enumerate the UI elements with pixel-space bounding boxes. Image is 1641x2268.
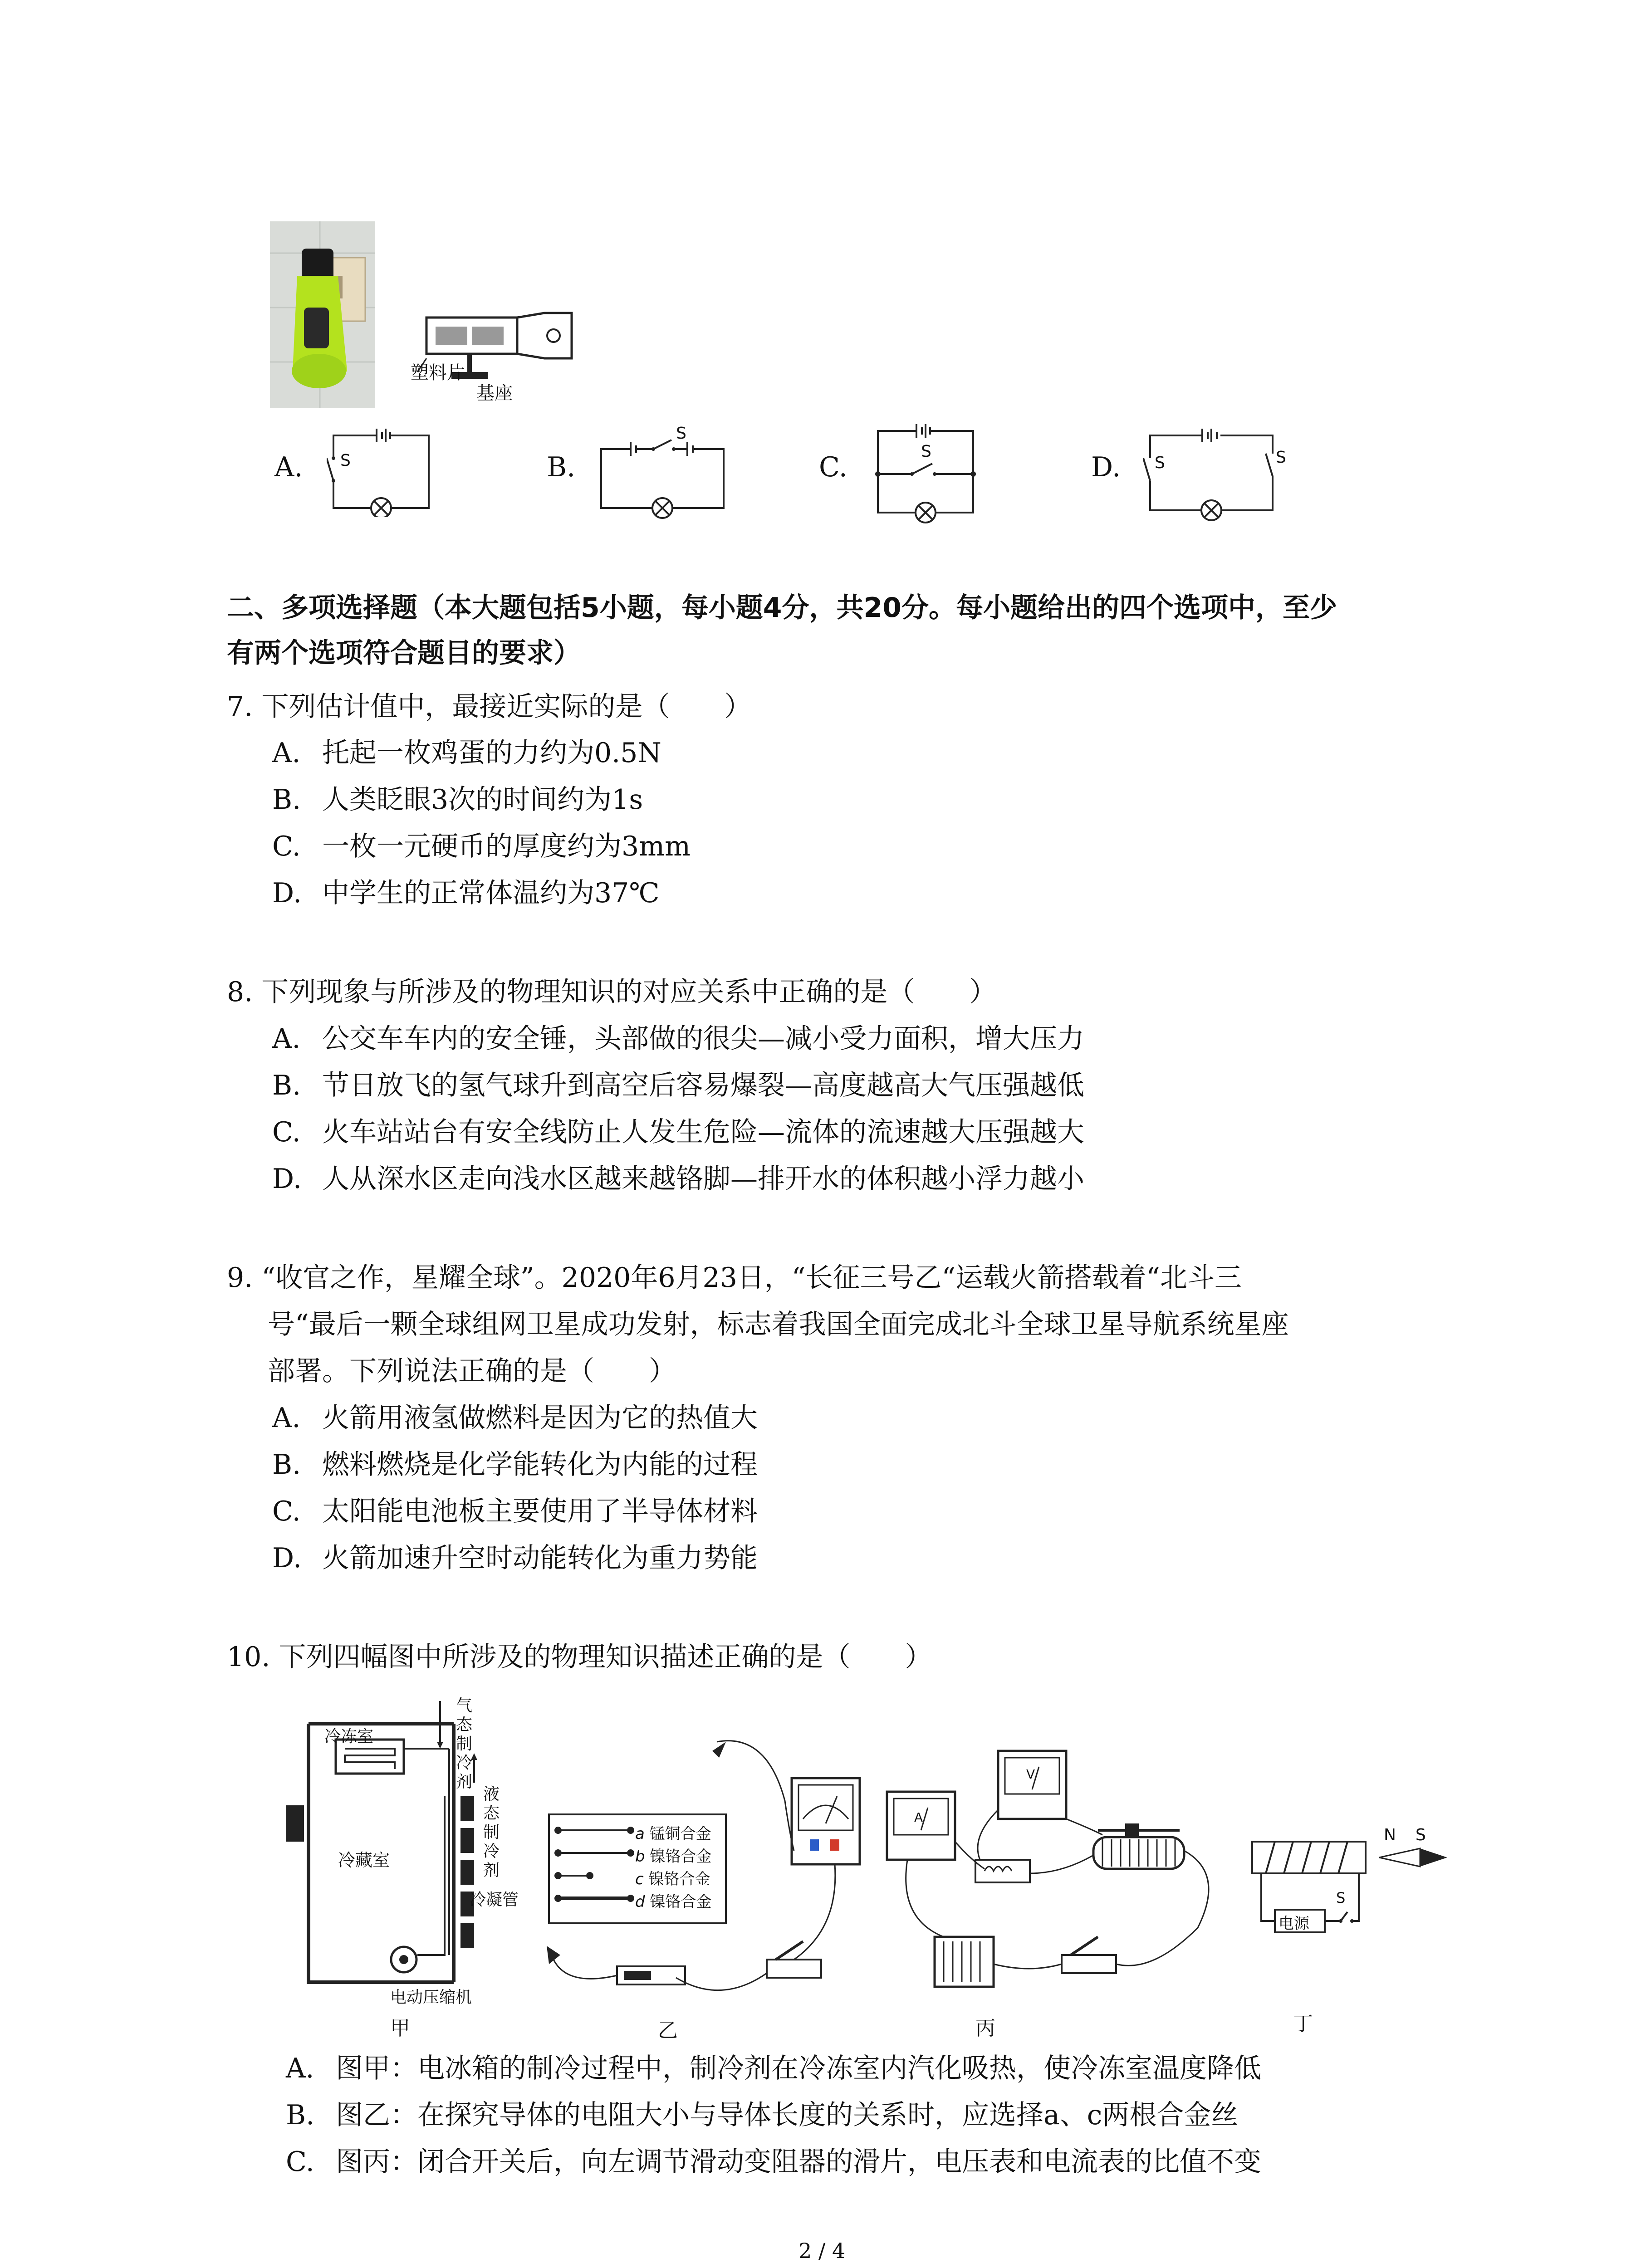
jia-compressor-label: 电动压缩机 [390, 1988, 472, 2007]
q6-switch-label-d-left: S [1155, 454, 1165, 472]
option-text: 托起一枚鸡蛋的力约为0.5N [322, 737, 661, 769]
yi-wire-name: 镍铬合金 [650, 1893, 712, 1911]
figure-bing-caption: 丙 [975, 2017, 995, 2040]
base-label: 基座 [476, 383, 513, 404]
jia-freezer-label: 冷冻室 [324, 1727, 374, 1746]
option-letter: C. [272, 1496, 301, 1527]
option-letter: B. [272, 784, 301, 816]
q9-stem-line1: 9. “收官之作，星耀全球”。2020年6月23日，“长征三号乙“运载火箭搭载着“北斗三 [227, 1262, 1242, 1294]
yi-wire-letter: a [635, 1825, 645, 1843]
yi-wire-letter: b [635, 1848, 645, 1866]
q8-option-d [272, 1161, 1084, 1197]
yi-wire-b [635, 1844, 711, 1866]
plastic-label: 塑料片 [411, 362, 465, 383]
option-text: 图乙：在探究导体的电阻大小与导体长度的关系时，应选择a、c两根合金丝 [336, 2099, 1239, 2131]
q6-switch-label-b: S [676, 424, 686, 443]
q6-switch-label-a: S [340, 451, 351, 470]
option-text: 公交车车内的安全锤，头部做的很尖—减小受力面积，增大压力 [322, 1023, 1084, 1055]
option-text: 太阳能电池板主要使用了半导体材料 [322, 1496, 758, 1527]
yi-wire-a [635, 1821, 711, 1843]
yi-wire-d [635, 1889, 711, 1911]
bing-ammeter-letter: A [914, 1810, 923, 1825]
q8-option-a [272, 1021, 1084, 1057]
option-text: 火车站站台有安全线防止人发生危险—流体的流速越大压强越大 [322, 1116, 1084, 1148]
q6-option-a-letter: A. [274, 451, 303, 483]
option-letter: C. [272, 1116, 301, 1148]
q7-option-d [272, 875, 659, 911]
q6-option-b-letter: B. [547, 451, 576, 483]
section-header-line1: 二、多项选择题（本大题包括5小题，每小题4分，共20分。每小题给出的四个选项中，至少 [227, 592, 1337, 624]
yi-wire-c [635, 1867, 710, 1889]
figure-jia-caption: 甲 [390, 2017, 410, 2040]
ding-power-label: 电源 [1279, 1915, 1309, 1933]
option-letter: D. [272, 1542, 302, 1574]
ding-s-label: S [1416, 1826, 1426, 1844]
q9-option-a [272, 1400, 758, 1436]
q6-option-d-letter: D. [1091, 451, 1121, 483]
ding-switch-label: S [1336, 1889, 1346, 1906]
bing-voltmeter-letter: V [1026, 1767, 1035, 1782]
q9-stem-line3: 部署。下列说法正确的是（ ） [268, 1355, 676, 1387]
figure-bing-circuit [880, 1737, 1243, 2009]
q9-stem-line2: 号“最后一颗全球组网卫星成功发射，标志着我国全面完成北斗全球卫星导航系统星座 [268, 1309, 1289, 1340]
q10-option-a [286, 2050, 1261, 2087]
option-text: 燃料燃烧是化学能转化为内能的过程 [322, 1449, 758, 1481]
q6-circuit-a [327, 426, 436, 517]
q6-switch-label-c: S [921, 442, 931, 461]
option-letter: C. [272, 831, 301, 862]
option-text: 一枚一元硬币的厚度约为3mm [322, 831, 691, 862]
q7-option-b [272, 782, 643, 818]
option-letter: B. [286, 2099, 315, 2131]
option-text: 图丙：闭合开关后，向左调节滑动变阻器的滑片，电压表和电流表的比值不变 [336, 2146, 1261, 2178]
figure-ding-caption: 丁 [1293, 2012, 1313, 2035]
q9-option-b [272, 1447, 758, 1483]
yi-wire-name: 镍铬合金 [650, 1848, 712, 1866]
option-letter: A. [272, 1402, 301, 1434]
option-text: 节日放飞的氢气球升到高空后容易爆裂—高度越高大气压强越低 [322, 1070, 1084, 1101]
option-letter: A. [286, 2053, 314, 2084]
q7-stem: 7. 下列估计值中，最接近实际的是（ ） [227, 691, 752, 723]
option-text: 中学生的正常体温约为37℃ [322, 877, 660, 909]
q8-option-c [272, 1114, 1084, 1150]
q8-option-b [272, 1067, 1084, 1104]
jia-fridge-label: 冷藏室 [338, 1850, 390, 1870]
q6-circuit-c [871, 422, 980, 531]
q9-option-d [272, 1540, 758, 1576]
jia-liquid-label: 液态制冷剂 [483, 1785, 500, 1880]
option-letter: D. [272, 1163, 302, 1195]
option-letter: D. [272, 877, 302, 909]
figure-yi-caption: 乙 [658, 2019, 678, 2042]
q10-stem: 10. 下列四幅图中所涉及的物理知识描述正确的是（ ） [227, 1641, 932, 1673]
option-letter: C. [286, 2146, 314, 2178]
option-letter: A. [272, 1023, 301, 1055]
q7-option-c [272, 828, 691, 865]
option-text: 火箭用液氢做燃料是因为它的热值大 [322, 1402, 758, 1434]
q7-option-a [272, 735, 661, 771]
option-text: 人从深水区走向浅水区越来越铬脚—排开水的体积越小浮力越小 [322, 1163, 1084, 1195]
q6-circuit-d [1143, 426, 1279, 526]
jia-gas-label: 气态制冷剂 [456, 1696, 473, 1791]
flashlight-photo [270, 221, 375, 408]
option-letter: B. [272, 1449, 301, 1481]
option-text: 人类眨眼3次的时间约为1s [322, 784, 643, 816]
ding-n-label: N [1384, 1826, 1396, 1844]
q9-option-c [272, 1493, 758, 1530]
yi-wire-letter: c [635, 1870, 644, 1888]
q10-option-c [286, 2144, 1261, 2180]
page-number: 2 / 4 [798, 2239, 846, 2263]
option-letter: A. [272, 737, 301, 769]
yi-wire-name: 锰铜合金 [649, 1825, 711, 1843]
q6-option-c-letter: C. [819, 451, 847, 483]
jia-condenser-label: 冷凝管 [470, 1891, 519, 1909]
section-header-line2: 有两个选项符合题目的要求） [227, 637, 581, 669]
q8-stem: 8. 下列现象与所涉及的物理知识的对应关系中正确的是（ ） [227, 976, 997, 1008]
option-letter: B. [272, 1070, 301, 1101]
yi-wire-letter: d [635, 1893, 645, 1911]
option-text: 图甲：电冰箱的制冷过程中，制冷剂在冷冻室内汽化吸热，使冷冻室温度降低 [336, 2053, 1261, 2084]
yi-wire-name: 镍铬合金 [648, 1870, 710, 1888]
option-text: 火箭加速升空时动能转化为重力势能 [322, 1542, 758, 1574]
q10-option-b [286, 2097, 1238, 2133]
q6-switch-label-d-right: S [1276, 448, 1286, 467]
q6-circuit-b [594, 431, 730, 522]
